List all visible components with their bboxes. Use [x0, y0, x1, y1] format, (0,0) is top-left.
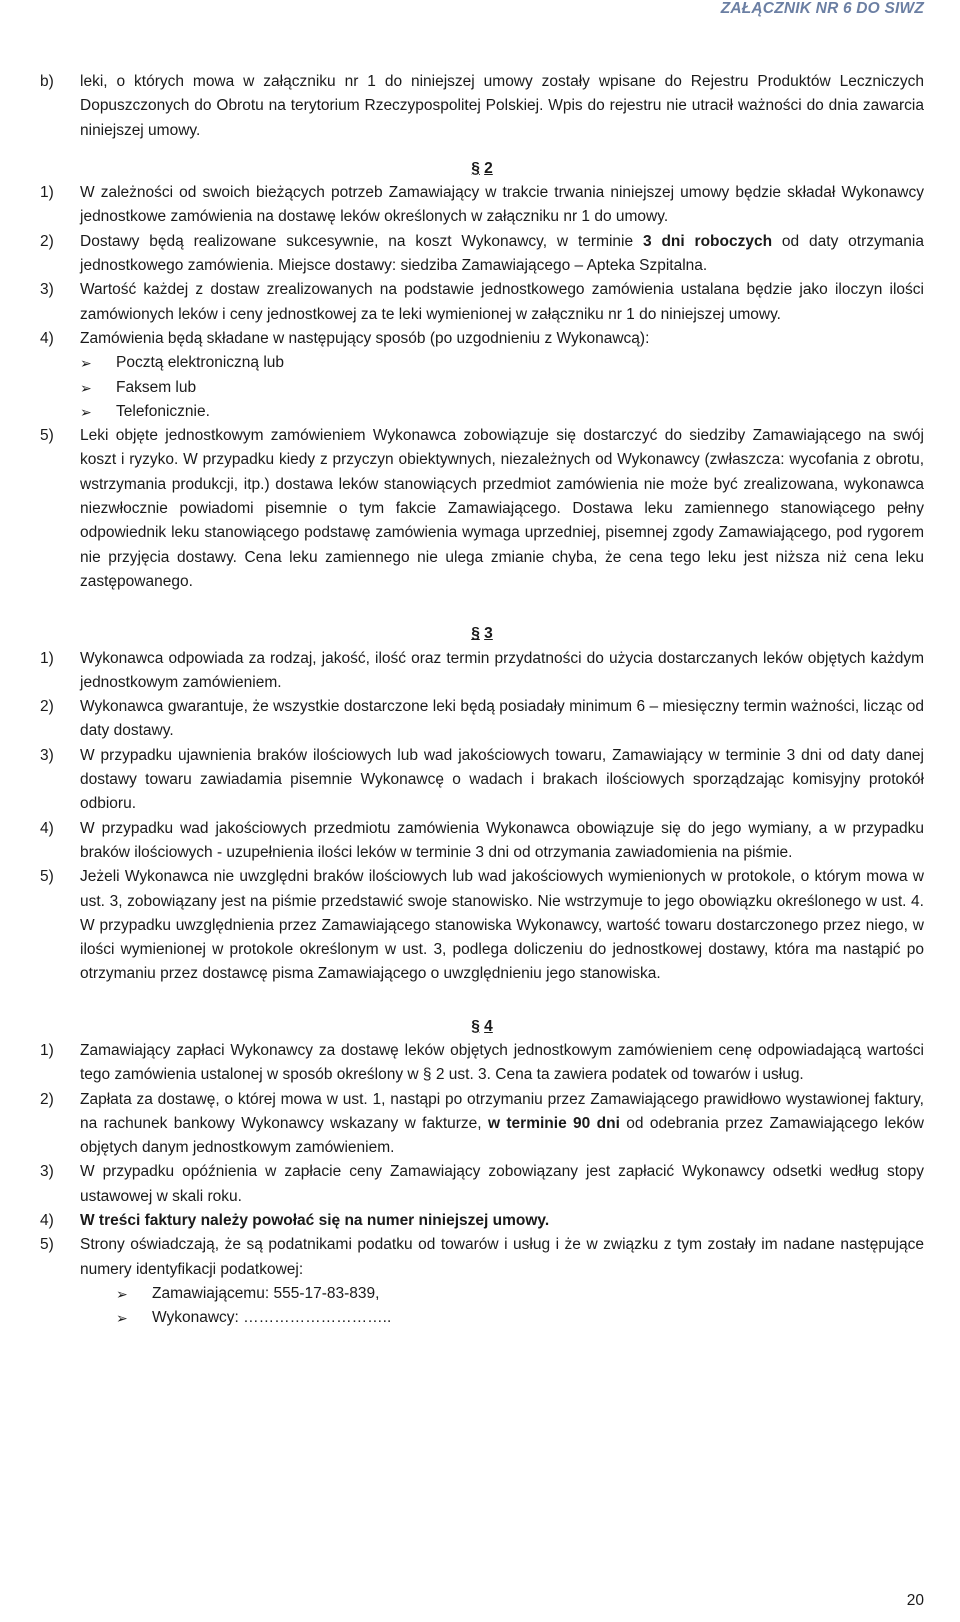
emphasis-text: 3 dni roboczych [642, 232, 773, 250]
list-item-text: Leki objęte jednostkowym zamówieniem Wykonawca zobowiązuje się dostarczyć do siedziby Zamawiającego na swój koszt i ryzyko. W przypadku kiedy z przyczyn obiektywnych, niezależnych od Wykonawcy (zwłaszcza: wycofania z obrotu, wstrzymania produkcji, itp.) dostawa leków stanowiących przedmiot zamówienia nie może być zrealizowana, wykonawca niezwłocznie powiadomi pisemnie o tym fakcie Zamawiającego. Dostawa leku zamiennego stanowiącego pełny odpowiednik leku stanowiącego podstawę zamówienia wymaga uprzedniej, pisemnej zgody Zamawiającego, pod rygorem nie przyjęcia dostawy. Cena leku zamiennego nie ulega zmianie chyba, że cena tego leku jest niższa niż cena leku zastępowanego. [80, 427, 924, 590]
list-item [40, 647, 924, 696]
bullet-text: Telefonicznie. [116, 402, 210, 420]
list-item-text: od daty otrzymania jednostkowego zamówienia. Miejsce dostawy: siedziba Zamawiającego – Apteka Szpitalna. [80, 232, 924, 275]
list-item-text: Wartość każdej z dostaw zrealizowanych na podstawie jednostkowego zamówienia ustalana będzie jako iloczyn ilości zamówionych leków i ceny jednostkowej za te leki wymienionej w załączniku nr 1 do niniejszej umowy. [80, 281, 924, 323]
list-item-text: Wykonawca odpowiada za rodzaj, jakość, ilość oraz termin przydatności do użycia dostarczanych leków objętych każdym jednostkowym zamówieniem. [80, 649, 924, 691]
list-item [40, 327, 924, 351]
list-item [40, 181, 924, 230]
arrowhead-bullet-icon: ➢ [80, 355, 92, 372]
section-symbol: § [471, 625, 480, 643]
list-item [40, 865, 924, 986]
list-item [40, 278, 924, 327]
bullet-text: Wykonawcy: ……………………….. [152, 1309, 392, 1327]
section-symbol: § [471, 159, 480, 177]
intro-paragraph [40, 70, 924, 143]
list-item-label: 2) [40, 232, 54, 250]
emphasis-text: W treści faktury należy powołać się na numer niniejszej umowy. [80, 1212, 550, 1230]
list-item [40, 1209, 924, 1233]
list-item [40, 1233, 924, 1282]
list-item-label: 5) [40, 868, 54, 886]
list-item [40, 817, 924, 866]
list-item-label: 2) [40, 1090, 54, 1108]
list-item-label: 2) [40, 698, 54, 716]
section-heading [40, 1015, 924, 1039]
bullet-text: Pocztą elektroniczną lub [116, 354, 285, 372]
arrowhead-bullet-icon: ➢ [116, 1310, 128, 1327]
section-heading [40, 157, 924, 181]
document-body [40, 70, 924, 1331]
list-item-text: Strony oświadczają, że są podatnikami podatku od towarów i usług i że w związku z tym zostały im nadane następujące numery identyfikacji podatkowej: [80, 1236, 924, 1278]
list-item-text: Zapłata za dostawę, o której mowa w ust. 1, nastąpi po otrzymaniu przez Zamawiającego prawidłowo wystawionej faktury, na rachunek bankowy Wykonawcy wskazany w fakturze, [80, 1090, 924, 1132]
section-number: 2 [484, 159, 493, 177]
arrowhead-bullet-icon: ➢ [80, 403, 92, 420]
bullet-item [40, 400, 924, 424]
list-item-text: Zamówienia będą składane w następujący sposób (po uzgodnieniu z Wykonawcą): [80, 329, 650, 347]
list-item [40, 1039, 924, 1088]
list-item-label: 5) [40, 427, 54, 445]
sections-container [40, 143, 924, 1331]
list-item-text: W przypadku opóźnienia w zapłacie ceny Zamawiający zobowiązany jest zapłacić Wykonawcy odsetki według stopy ustawowej w skali roku. [80, 1163, 924, 1205]
list-item [40, 1088, 924, 1161]
list-item [40, 230, 924, 279]
list-item-label: 4) [40, 1212, 54, 1230]
emphasis-text: w terminie 90 dni [487, 1114, 620, 1132]
list-item-label: 1) [40, 184, 54, 202]
arrowhead-bullet-icon: ➢ [80, 379, 92, 396]
list-item-label: 3) [40, 746, 54, 764]
list-item [40, 744, 924, 817]
list-item-text: od odebrania przez Zamawiającego leków objętych danym jednostkowym zamówieniem. [80, 1114, 924, 1157]
list-item-label: 4) [40, 819, 54, 837]
list-item-label: 1) [40, 649, 54, 667]
section-symbol: § [471, 1017, 480, 1035]
document-header: ZAŁĄCZNIK NR 6 DO SIWZ [720, 0, 924, 17]
list-item-text: Zamawiający zapłaci Wykonawcy za dostawę leków objętych jednostkowym zamówieniem cenę odpowiadającą wartości tego zamówienia ustalonej w sposób określony w § 2 ust. 3. Cena ta zawiera podatek od towarów i usług. [80, 1041, 924, 1084]
list-item-text: W zależności od swoich bieżących potrzeb Zamawiający w trakcie trwania niniejszej umowy będzie składał Wykonawcy jednostkowe zamówienia na dostawę leków określonych w załączniku nr 1 do umowy. [80, 184, 924, 226]
list-item-label: 4) [40, 329, 54, 347]
list-item-label: 3) [40, 1163, 54, 1181]
bullet-item [40, 376, 924, 400]
list-item-label: 3) [40, 281, 54, 299]
list-item-label: 1) [40, 1041, 54, 1059]
section-number: 3 [484, 625, 493, 643]
list-item [40, 1160, 924, 1209]
intro-label: b) [40, 73, 54, 90]
intro-text: leki, o których mowa w załączniku nr 1 do niniejszej umowy zostały wpisane do Rejestru Produktów Leczniczych Dopuszczonych do Obrotu na terytorium Rzeczypospolitej Polskiej. Wpis do rejestru nie utracił ważności do dnia zawarcia niniejszej umowy. [80, 73, 924, 139]
bullet-item [40, 351, 924, 375]
list-item-text: W przypadku wad jakościowych przedmiotu zamówienia Wykonawca obowiązuje się do jego wymiany, a w przypadku braków ilościowych - uzupełnienia ilości leków w terminie 3 dni od otrzymania zawiadomienia na piśmie. [80, 819, 924, 861]
section-number: 4 [484, 1017, 493, 1035]
bullet-text: Zamawiającemu: 555-17-83-839, [152, 1284, 380, 1302]
section-heading [40, 622, 924, 646]
bullet-text: Faksem lub [116, 378, 197, 396]
list-item-label: 5) [40, 1236, 54, 1254]
page-number: 20 [906, 1592, 924, 1609]
list-item-text: Dostawy będą realizowane sukcesywnie, na koszt Wykonawcy, w terminie [80, 232, 643, 250]
list-item [40, 424, 924, 594]
list-item-text: W przypadku ujawnienia braków ilościowych lub wad jakościowych towaru, Zamawiający w terminie 3 dni od daty danej dostawy towaru zawiadamia pisemnie Wykonawcę o wadach i brakach ilościowych sporządzając komisyjny protokół odbioru. [80, 746, 924, 813]
list-item-text: Jeżeli Wykonawca nie uwzględni braków ilościowych lub wad jakościowych wymienionych w protokole, o którym mowa w ust. 3, zobowiązany jest na piśmie przedstawić swoje stanowisko. Nie wstrzymuje to jego obowiązku określonego w ust. 4. W przypadku uwzględnienia przez Zamawiającego stanowiska Wykonawcy, wartość towaru dostarczonego przez niego, w ilości wymienionej w protokole określonym w ust. 3, podlega doliczeniu do jednostkowej dostawy, która ma nastąpić po otrzymaniu przez dostawcę pisma Zamawiającego o uwzględnieniu jego stanowiska. [80, 868, 924, 983]
bullet-item [40, 1282, 924, 1306]
arrowhead-bullet-icon: ➢ [116, 1285, 128, 1302]
list-item-text: Wykonawca gwarantuje, że wszystkie dostarczone leki będą posiadały minimum 6 – miesięczny termin ważności, licząc od daty dostawy. [80, 698, 924, 740]
bullet-item [40, 1306, 924, 1330]
list-item [40, 695, 924, 744]
